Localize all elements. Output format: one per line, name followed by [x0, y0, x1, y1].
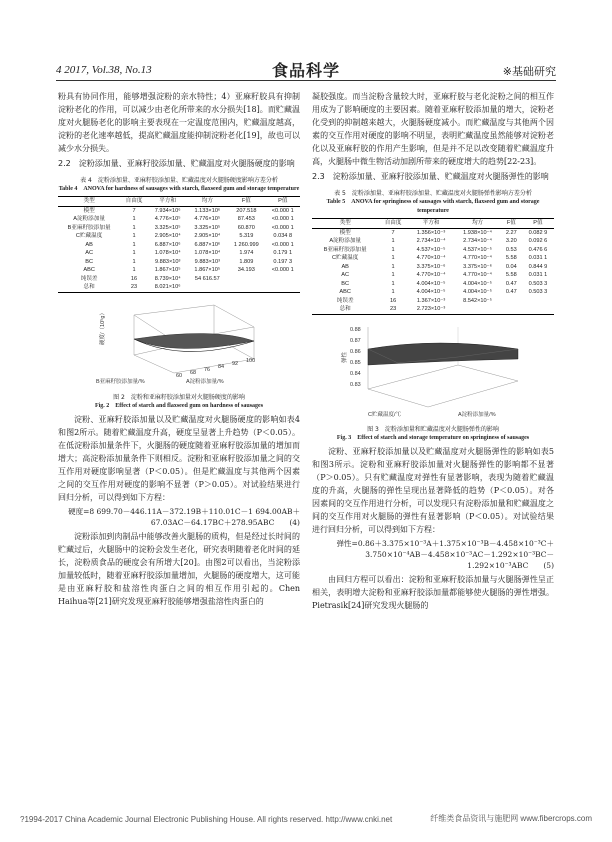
table-cell: 4.770×10⁻⁴	[416, 255, 446, 261]
table-cell: AC	[341, 272, 350, 278]
y-tick-label: 0.88	[350, 326, 361, 333]
figure-caption-en: Fig. 2 Effect of starch and flaxseed gum on hardness of sausages	[94, 402, 264, 409]
x-tick-label: 100	[246, 357, 256, 364]
table-cell	[501, 305, 522, 314]
table-cell	[188, 283, 228, 292]
x-tick-label: 68	[190, 369, 197, 376]
table-header-cell: P值	[522, 219, 554, 229]
table-cell: <0.000 1	[271, 207, 294, 214]
table-cell: 0.53	[505, 246, 517, 253]
surface-plot-hardness	[94, 297, 264, 387]
paragraph: 凝胶强度。而当淀粉含量较大时，亚麻籽胶与老化淀粉之间的相互作用成为了影响硬度的主要因素。随着亚麻籽胶添加量的增大，淀粉老化受到的抑制越来越大，火腿肠硬度减小。而贮藏温度与其他两个因素的交互作用对硬度的影响不明显，表明贮藏温度虽然能够对淀粉老化以及亚麻籽胶的作用产生影响，但是并不足以改变随着贮藏温度升高，火腿肠中微生物活动加剧所带来的硬度增大的趋势[22-23]。	[312, 92, 554, 166]
table-row	[58, 283, 300, 292]
table-row	[58, 275, 300, 284]
table-cell: AB	[341, 263, 349, 270]
table-cell: ABC	[83, 267, 95, 273]
table-header-cell: 类型	[58, 197, 120, 207]
table-cell: A淀粉添加量	[329, 238, 362, 244]
equation-4: 硬度=8 699.70－446.11A－372.19B＋110.01C－1 694.00AB＋67.03AC－64.17BC＋278.95ABC (4)	[68, 506, 300, 527]
table-cell: 3.375×10⁻⁶	[416, 263, 446, 270]
table-cell: 2.905×10⁴	[194, 233, 221, 239]
figure-caption-en: Fig. 3 Effect of starch and storage temperature on springiness of sausages	[336, 434, 530, 441]
table-cell: 207.518	[236, 207, 257, 214]
copyright-footer: ?1994-2017 China Academic Journal Electronic Publishing House. All rights reserved. http://www.cnki.net	[20, 815, 393, 824]
table-cell: 3.325×10⁵	[194, 224, 221, 231]
right-column	[312, 90, 554, 612]
table-cell: 1.078×10⁴	[194, 250, 221, 256]
table-cell: 4.004×10⁻⁵	[416, 289, 446, 295]
figure-2	[94, 297, 264, 387]
table-cell: 4.004×10⁻⁵	[416, 280, 446, 287]
table-cell: 8.021×10⁶	[148, 283, 188, 292]
table-row	[58, 266, 300, 275]
table-row	[312, 263, 554, 272]
table-cell: 0.082 9	[528, 229, 548, 236]
table-cell: 1.133×10⁶	[194, 207, 221, 214]
table-cell: 总和	[312, 305, 378, 314]
section-label: ※基础研究	[502, 65, 556, 78]
table-caption	[312, 189, 554, 216]
table-row	[58, 232, 300, 241]
table-cell: 4.004×10⁻⁵	[463, 280, 492, 287]
table-cell: 34.193	[237, 267, 255, 273]
table-cell: B亚麻籽胶添加量	[67, 224, 111, 231]
table-header-cell: F值	[227, 197, 265, 207]
table-cell: 2.723×10⁻³	[408, 305, 454, 314]
c-axis-label: C贮藏温度/℃	[368, 411, 402, 418]
figure-caption-cn: 图 2 淀粉和亚麻籽胶添加量对火腿肠硬度的影响	[113, 393, 245, 401]
table-cell: 23	[378, 305, 407, 314]
table-cell: AB	[85, 241, 93, 248]
table-cell: 2.734×10⁻⁴	[416, 238, 446, 244]
table-header-cell: P值	[266, 197, 300, 207]
table-cell: 54 616.57	[194, 275, 220, 282]
table-header-cell: 自由度	[120, 197, 148, 207]
paragraph: 淀粉、亚麻籽胶添加量以及贮藏温度对火腿肠弹性的影响如表5和图3所示。淀粉和亚麻籽胶添加量对火腿肠弹性的影响都不显著（P＞0.05）。只有贮藏温度对弹性有显著影响，表现为随着贮藏温度的升高，火腿肠的弹性呈现出显著降低的趋势（P＜0.05）。对各因素间的交互作用进行分析，可以发现只有淀粉添加量和贮藏温度之间的交互作用对火腿肠的弹性有显著影响（P＜0.05）。对试验结果进行回归分析，可以得到如下方程：	[312, 446, 554, 534]
table-cell: B亚麻籽胶添加量	[323, 246, 367, 253]
table-cell: 5.58	[505, 255, 517, 261]
table-cell: 1	[391, 289, 395, 295]
table-cell: 0.476 6	[528, 246, 548, 253]
table-cell: 60.870	[237, 224, 255, 231]
table-cell: C贮藏温度	[331, 255, 359, 261]
table-row	[312, 246, 554, 255]
table-row	[58, 249, 300, 258]
y-tick-label: 0.83	[350, 381, 361, 388]
x-tick-label: 60	[176, 372, 183, 379]
table-row	[312, 254, 554, 263]
table-cell: 3.20	[505, 238, 517, 244]
table-caption	[58, 176, 300, 194]
table-cell: 0.179 1	[273, 250, 293, 256]
paragraph: 粉具有协同作用，能够增强淀粉的亲水特性；4）亚麻籽胶具有抑制淀粉老化的作用，可以减少由老化所带来的水分损失[18]。而贮藏温度对火腿肠老化的影响主要表现在一定温度范围内，贮藏温度越高，淀粉的老化速率越低，提高贮藏温度能抑制淀粉老化[19]，故也可以减少水分损失。	[58, 92, 300, 153]
table-cell: 1	[391, 246, 395, 253]
surface-plot-springiness	[338, 319, 528, 419]
table-header-cell: 平方和	[408, 219, 454, 229]
table-cell: 1.078×10⁴	[154, 250, 181, 256]
table-cell	[266, 275, 300, 284]
journal-title: 食品科学	[271, 61, 340, 80]
table-cell: 1	[132, 241, 136, 248]
table-row	[312, 288, 554, 297]
table-cell	[522, 305, 554, 314]
table-cell: 2.27	[505, 229, 517, 236]
x-axis-label: A淀粉添加量/%	[186, 378, 224, 385]
table-cell: BC	[85, 258, 93, 265]
paragraph: 淀粉添加到肉制品中能够改善火腿肠的质构，但是经过长时间的贮藏过后，火腿肠中的淀粉会发生老化，研究表明随着老化时间的延长，淀粉质食品的硬度会有所增大[20]。由图2可以看出，当淀粉添加量较低时，随着亚麻籽胶添加量增加，火腿肠的硬度增大，这可能是由亚麻籽胶和盐溶性肉蛋白之间的相互作用引起的。Chen Haihua等[21]研究发现亚麻籽胶能够增强盐溶性肉蛋白的	[58, 531, 300, 606]
table-cell: 1	[391, 238, 395, 244]
table-row	[312, 305, 554, 314]
table-cell: 4.537×10⁻⁵	[463, 246, 492, 253]
table-row	[58, 241, 300, 250]
table-row	[58, 215, 300, 224]
table-cell: 0.503 3	[528, 289, 548, 295]
table-row	[312, 228, 554, 237]
anova-table-4	[58, 196, 300, 293]
table-cell: 1.974	[239, 250, 254, 256]
table-cell: 1 260.999	[233, 241, 259, 248]
table-cell: 0.031 1	[528, 255, 548, 261]
table-cell: 0.197 3	[273, 258, 293, 265]
table-cell: 2.905×10⁴	[154, 233, 181, 239]
table-cell: 1	[391, 280, 395, 287]
table-cell: <0.000 1	[271, 224, 294, 231]
table-cell: 1	[132, 267, 136, 273]
table-cell: 16	[389, 297, 397, 304]
equation-5: 弹性=0.86＋3.375×10⁻³A＋1.375×10⁻³B－4.458×10⁻³C＋3.750×10⁻⁴AB－4.458×10⁻³AC－1.292×10⁻³BC－1.292×10⁻³ABC (5)	[336, 538, 554, 570]
table-cell: <0.000 1	[271, 216, 294, 222]
table-row	[312, 237, 554, 246]
table-cell: 1.367×10⁻³	[416, 297, 446, 304]
table-row	[312, 280, 554, 289]
y-tick-label: 0.85	[350, 359, 361, 366]
y-axis-label: 硬度/（10⁵g）	[100, 309, 106, 345]
table-cell: 1.809	[239, 258, 254, 265]
table-caption-en: Table 5 ANOVA for springiness of sausages with starch, flaxseed gum and storage temperature	[326, 199, 540, 214]
table-cell: <0.000 1	[271, 241, 294, 248]
table-cell	[522, 297, 554, 306]
table-cell: 0.04	[505, 263, 517, 270]
page-header	[56, 58, 556, 81]
table-cell: C贮藏温度	[75, 233, 103, 239]
table-header-cell: 自由度	[378, 219, 407, 229]
table-cell: 6.887×10⁶	[194, 241, 221, 248]
table-cell: 87.453	[237, 216, 255, 222]
figure-caption-cn: 图 3 淀粉添加量和贮藏温度对火腿肠弹性的影响	[367, 425, 499, 433]
table-cell: 1.867×10⁵	[194, 267, 221, 273]
b-axis-label: B亚麻籽胶添加量/%	[96, 378, 145, 385]
table-cell: 7	[391, 229, 395, 236]
table-row	[58, 206, 300, 215]
table-cell: 总和	[58, 283, 120, 292]
table-cell: 23	[120, 283, 148, 292]
x-tick-label: 84	[218, 363, 225, 370]
table-cell: 4.776×10⁵	[194, 216, 221, 222]
table-cell: 4.537×10⁻⁵	[416, 246, 446, 253]
table-cell: 0.47	[505, 280, 517, 287]
table-cell: 2.734×10⁻⁴	[463, 238, 492, 244]
figure-caption	[312, 425, 554, 443]
table-cell: 1	[391, 255, 395, 261]
page-info: 4 2017, Vol.38, No.13	[56, 64, 152, 76]
table-cell: 4.770×10⁻⁴	[416, 272, 446, 278]
table-cell: 9.883×10³	[194, 258, 221, 265]
left-column	[58, 90, 300, 608]
table-cell: AC	[85, 250, 93, 256]
table-cell: 1.938×10⁻⁴	[463, 229, 492, 236]
table-cell: 3.375×10⁻⁶	[463, 263, 492, 270]
table-cell: A淀粉添加量	[73, 216, 105, 222]
table-cell: 1	[132, 233, 136, 239]
table-header-cell: 平方和	[148, 197, 188, 207]
anova-table-5	[312, 218, 554, 315]
y-tick-label: 0.87	[350, 337, 361, 344]
figure-3	[338, 319, 528, 419]
section-heading: 2.2 淀粉添加量、亚麻籽胶添加量、贮藏温度对火腿肠硬度的影响	[58, 159, 295, 168]
table-cell: 1	[132, 224, 136, 231]
section-heading: 2.3 淀粉添加量、亚麻籽胶添加量、贮藏温度对火腿肠弹性的影响	[312, 172, 549, 181]
table-cell: 纯误差	[80, 275, 98, 282]
table-cell: 6.887×10⁶	[154, 241, 181, 248]
table-cell: 0.47	[505, 289, 517, 295]
y-axis-label: 弹性	[342, 351, 348, 363]
x-tick-label: 76	[204, 366, 211, 373]
table-cell	[454, 305, 500, 314]
table-cell: 5.319	[239, 233, 254, 239]
watermark: 纤维类食品资讯与施肥网 www.fibercrops.com	[430, 814, 592, 823]
table-cell	[266, 283, 300, 292]
table-caption-cn: 表 4 淀粉添加量、亚麻籽胶添加量、贮藏温度对火腿肠硬度影响方差分析	[80, 177, 278, 184]
table-cell: 1.356×10⁻³	[416, 229, 446, 236]
table-row	[58, 258, 300, 267]
table-cell: 5.58	[505, 272, 517, 278]
table-cell: 1	[391, 263, 395, 270]
table-cell: 4.776×10⁵	[154, 216, 181, 222]
table-cell	[227, 283, 265, 292]
table-row	[58, 224, 300, 233]
paragraph: 由回归方程可以看出：淀粉和亚麻籽胶添加量与火腿肠弹性呈正相关，表明增大淀粉和亚麻籽胶添加量都能够使火腿肠的弹性增强。Pietrasik[24]研究发现火腿肠的	[312, 574, 554, 610]
table-cell: 1	[132, 216, 136, 222]
table-cell: 3.325×10⁵	[154, 224, 181, 231]
table-header-cell: 均方	[454, 219, 500, 229]
table-caption-cn: 表 5 淀粉添加量、亚麻籽胶添加量、贮藏温度对火腿肠弹性影响方差分析	[334, 190, 532, 197]
table-header-cell: 均方	[188, 197, 228, 207]
table-cell: 4.770×10⁻⁴	[463, 255, 492, 261]
table-cell: 7.934×10⁶	[154, 207, 181, 214]
table-cell: ABC	[339, 289, 351, 295]
table-cell: 4.004×10⁻⁵	[463, 289, 492, 295]
table-cell: 8.739×10⁴	[154, 275, 181, 282]
table-cell: 16	[130, 275, 138, 282]
table-cell: 模型	[339, 229, 351, 236]
a-axis-label: A淀粉添加量/%	[458, 411, 496, 418]
table-cell: 1	[132, 258, 136, 265]
table-cell: BC	[341, 280, 350, 287]
table-row	[312, 271, 554, 280]
table-cell: 模型	[83, 207, 95, 214]
table-caption-en: Table 4 ANOVA for hardness of sausages with starch, flaxseed gum and storage temperature	[58, 186, 300, 192]
table-cell: 1.867×10⁵	[154, 267, 181, 273]
table-cell	[227, 275, 265, 284]
table-header-cell: 类型	[312, 219, 378, 229]
y-tick-label: 0.84	[350, 370, 361, 377]
paragraph: 淀粉、亚麻籽胶添加量以及贮藏温度对火腿肠硬度的影响如表4和图2所示。随着贮藏温度升高，硬度呈显著上升趋势（P＜0.05）。在低淀粉添加量条件下，火腿肠的硬度随着亚麻籽胶添加量的增加而增大；高淀粉添加量条件下则相反。淀粉和亚麻籽胶添加量之间的交互作用对硬度影响显著（P＜0.05）。但是贮藏温度与其他两个因素之间的交互作用对硬度的影响不显著（P＞0.05）。对试验结果进行回归分析，可以得到如下方程：	[58, 414, 300, 502]
table-cell: 0.844 9	[528, 263, 548, 270]
table-cell: 0.031 1	[528, 272, 548, 278]
figure-caption	[58, 393, 300, 411]
x-tick-label: 92	[232, 360, 239, 367]
table-row	[312, 297, 554, 306]
table-cell: 1	[391, 272, 395, 278]
y-tick-label: 0.86	[350, 348, 361, 355]
table-cell	[501, 297, 522, 306]
table-cell: 0.092 6	[528, 238, 548, 244]
table-cell: 1	[132, 250, 136, 256]
table-cell: 4.770×10⁻⁴	[463, 272, 492, 278]
table-header-cell: F值	[501, 219, 522, 229]
table-cell: <0.000 1	[271, 267, 294, 273]
table-cell: 8.542×10⁻⁵	[463, 297, 492, 304]
table-cell: 0.503 3	[528, 280, 548, 287]
table-cell: 纯误差	[336, 297, 354, 304]
table-cell: 0.034 8	[273, 233, 293, 239]
table-cell: 9.883×10³	[154, 258, 181, 265]
table-cell: 7	[132, 207, 136, 214]
